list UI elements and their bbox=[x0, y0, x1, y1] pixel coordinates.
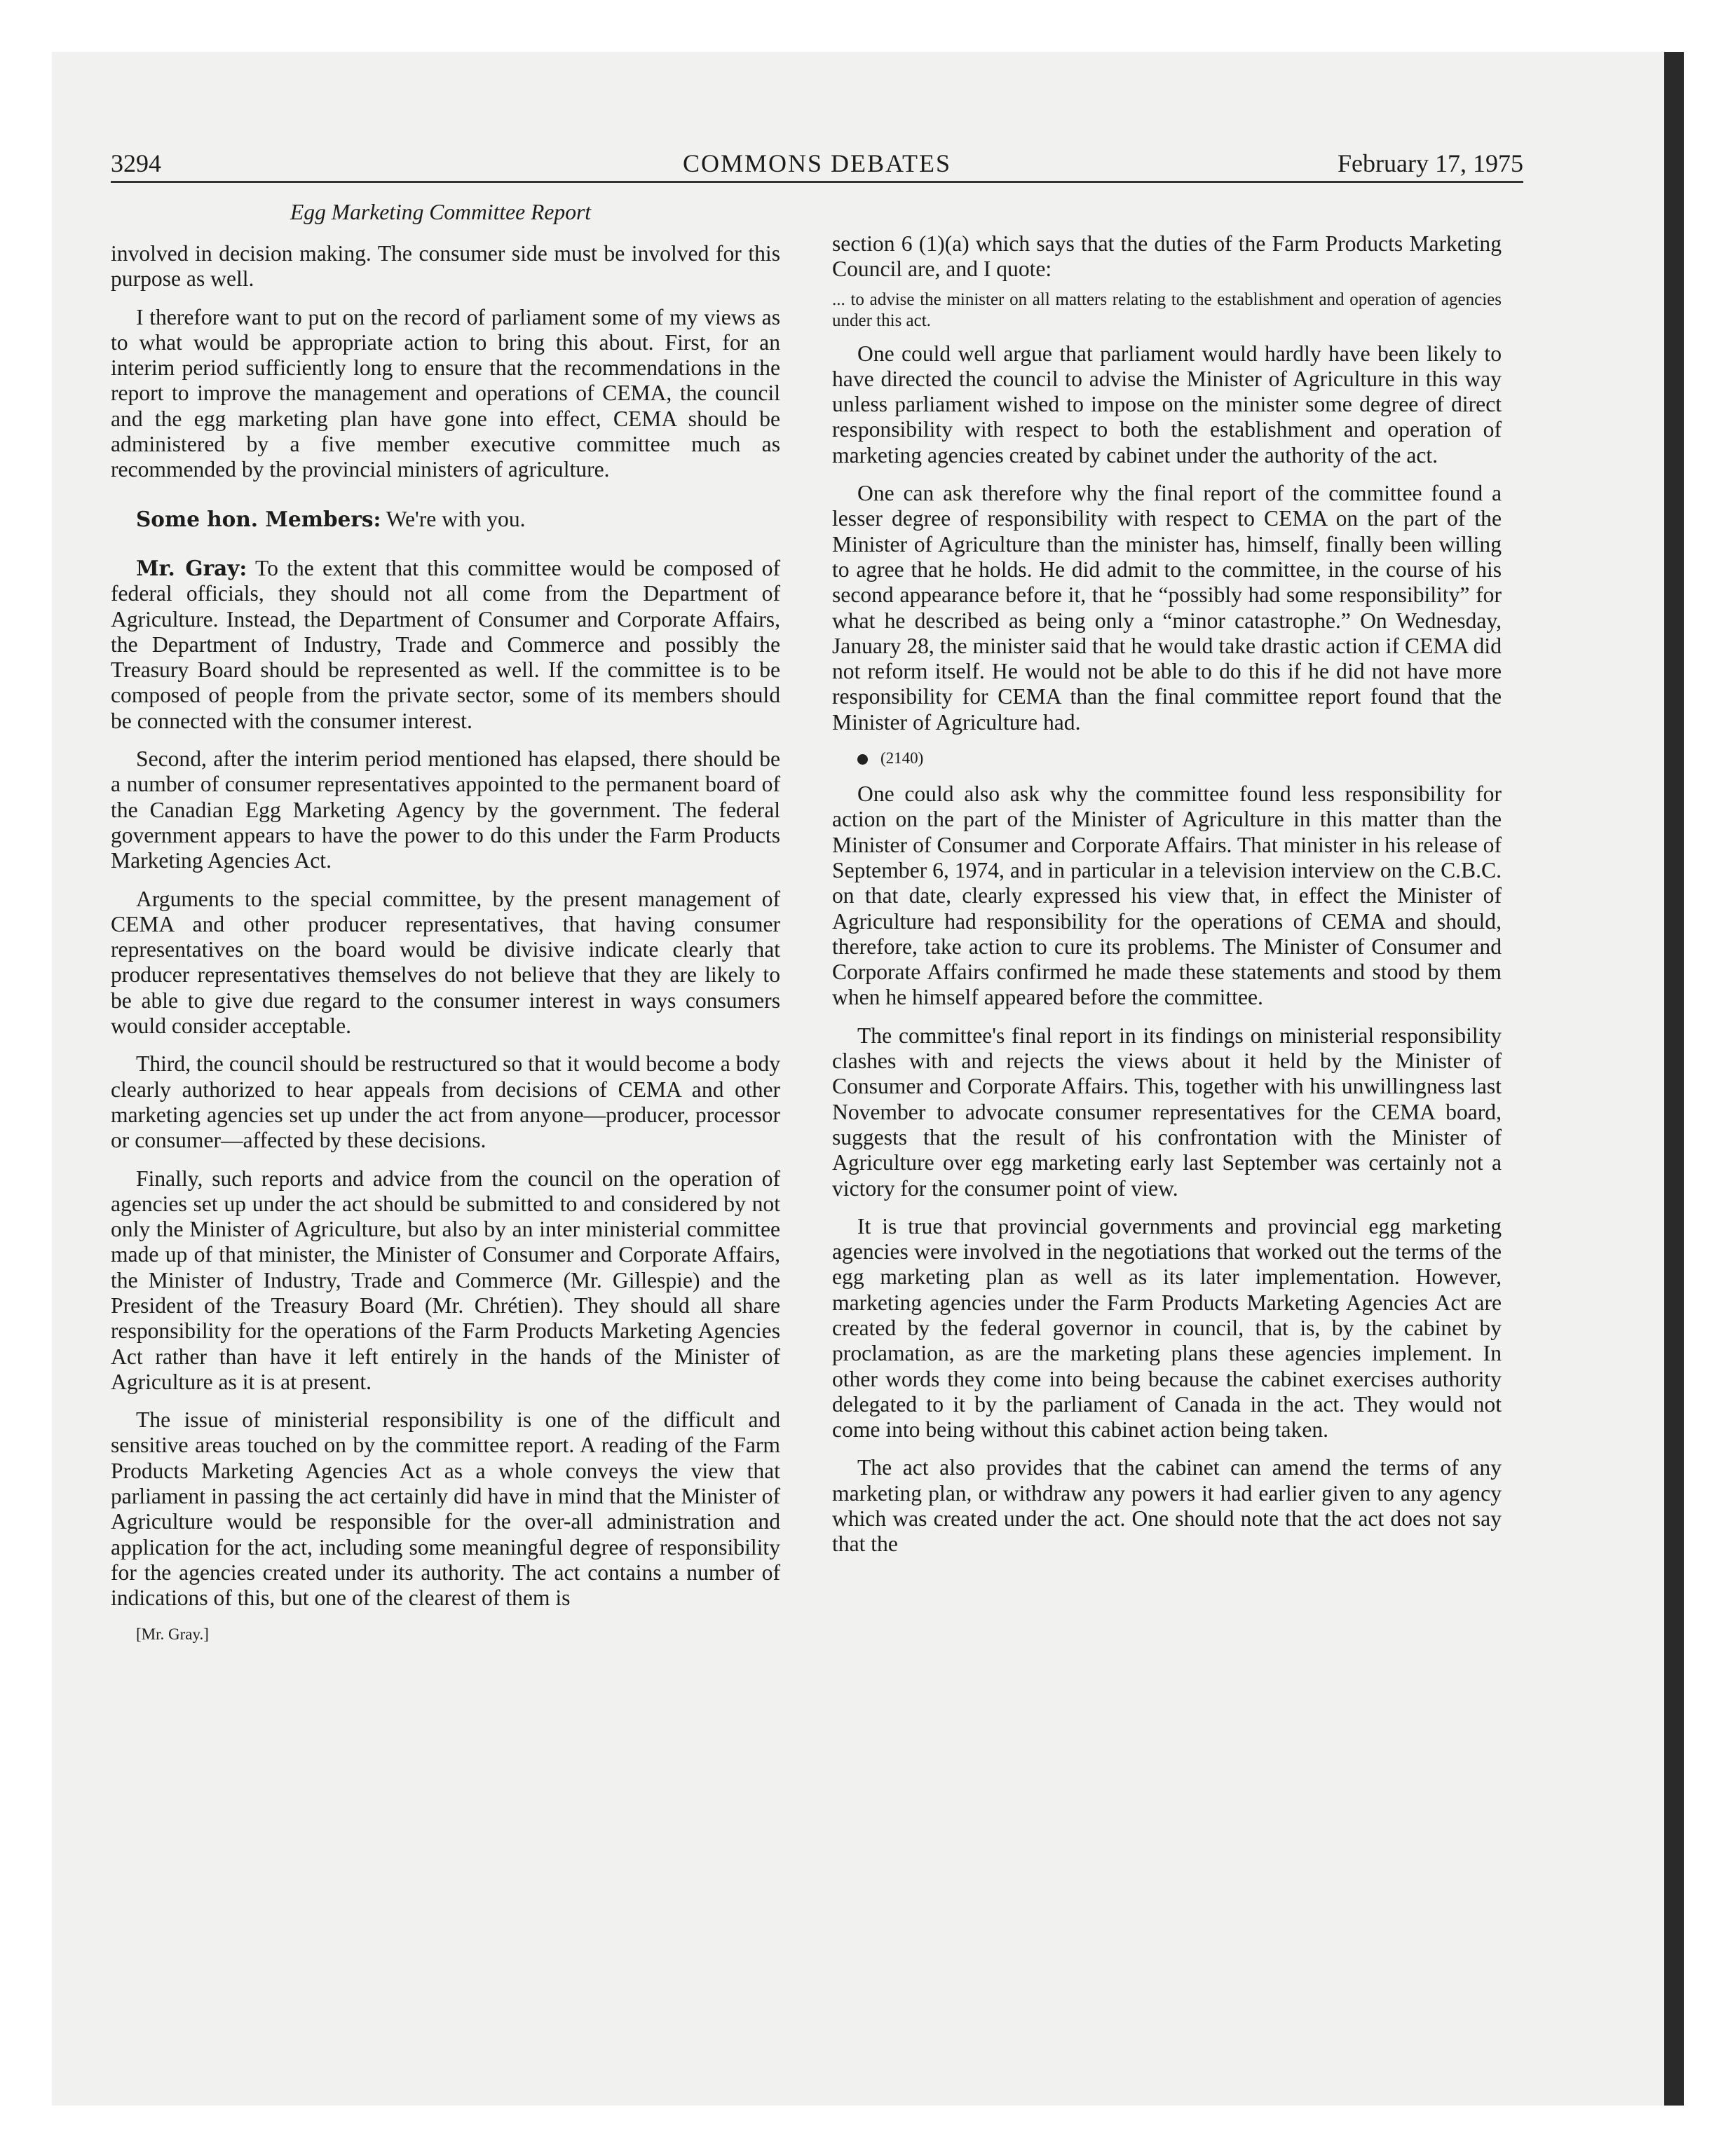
paragraph: One can ask therefore why the final report of the committee found a lesser degree of responsibility with respect to CEMA on the part of the Minister of Agriculture than the minister has, himself, finally been willing to agree that he holds. He did admit to the committee, in the course of his second appearance before it, that he “possibly had some responsibility” for what he described as being only a “minor catastrophe.” On Wednesday, January 28, the minister said that he would take drastic action if CEMA did not reform itself. He would not be able to do this if he did not have more responsibility for CEMA than the final committee report found that the Minister of Agriculture had. bbox=[832, 481, 1502, 735]
speaker-name: Some hon. Members: bbox=[136, 506, 381, 531]
paragraph: section 6 (1)(a) which says that the duties of the Farm Products Marketing Council are, and I quote: bbox=[832, 231, 1502, 282]
issue-date: February 17, 1975 bbox=[1338, 149, 1523, 177]
paragraph: Second, after the interim period mentioned has elapsed, there should be a number of consumer representatives appointed to the permanent board of the Canadian Egg Marketing Agency by the government. The federal government appears to have the power to do this under the Farm Products Marketing Agencies Act. bbox=[111, 746, 780, 873]
paragraph: The issue of ministerial responsibility is one of the difficult and sensitive areas touched on by the committee report. A reading of the Farm Products Marketing Agencies Act as a whole conveys the view that parliament in passing the act certainly did have in mind that the Minister of Agriculture would be responsible for the over-all administration and application for the act, including some meaningful degree of responsibility for the agencies created under its authority. The act contains a number of indications of this, but one of the clearest of them is bbox=[111, 1407, 780, 1611]
paragraph: Third, the council should be restructured so that it would become a body clearly authorized to hear appeals from decisions of CEMA and other marketing agencies set up under the act from anyone—producer, processor or consumer—affected by these decisions. bbox=[111, 1051, 780, 1153]
paragraph: involved in decision making. The consumer side must be involved for this purpose as well. bbox=[111, 241, 780, 292]
paragraph: One could well argue that parliament would hardly have been likely to have directed the council to advise the Minister of Agriculture in this way unless parliament wished to impose on the minister some degree of direct responsibility with respect to both the establishment and operation of marketing agencies created by cabinet under the authority of the act. bbox=[832, 341, 1502, 468]
time-marker bbox=[832, 748, 1502, 769]
paragraph: I therefore want to put on the record of parliament some of my views as to what would be appropriate action to bring this about. First, for an interim period sufficiently long to ensure that the recommendations in the report to improve the management and operations of CEMA, the council and the egg marketing plan have gone into effect, CEMA should be administered by a five member executive committee much as recommended by the provincial ministers of agriculture. bbox=[111, 304, 780, 482]
speaker-paragraph bbox=[111, 556, 780, 734]
speaker-name: Mr. Gray: bbox=[136, 555, 247, 580]
running-head: Egg Marketing Committee Report bbox=[290, 200, 592, 224]
paragraph: Finally, such reports and advice from the council on the operation of agencies set up under the act should be submitted to and considered by not only the Minister of Agriculture, but also by an inter ministerial committee made up of that minister, the Minister of Consumer and Corporate Affairs, the Minister of Industry, Trade and Commerce (Mr. Gillespie) and the President of the Treasury Board (Mr. Chrétien). They should all share responsibility for the operations of the Farm Products Marketing Agencies Act rather than have it left entirely in the hands of the Minister of Agriculture as it is at present. bbox=[111, 1166, 780, 1394]
paragraph: It is true that provincial governments and provincial egg marketing agencies were involved in the negotiations that worked out the terms of the egg marketing plan as well as its later implementation. However, marketing agencies under the Farm Products Marketing Agencies Act are created by the federal governor in council, that is, by the cabinet by proclamation, as are the marketing plans these agencies implement. In other words they come into being because the cabinet exercises authority delegated to it by the parliament of Canada in the act. They would not come into being without this cabinet action being taken. bbox=[832, 1213, 1502, 1442]
paragraph: The committee's final report in its findings on ministerial responsibility clashes with and rejects the views about it held by the Minister of Consumer and Corporate Affairs. This, together with his unwillingness last November to advocate consumer representatives for the CEMA board, suggests that the result of his confrontation with the Minister of Agriculture over egg marketing early last September was certainly not a victory for the consumer point of view. bbox=[832, 1023, 1502, 1201]
paragraph: Arguments to the special committee, by the present management of CEMA and other producer representatives, that having consumer representatives on the board would be divisive indicate clearly that producer representatives themselves do not believe that they are likely to be able to give due regard to the consumer interest in ways consumers would consider acceptable. bbox=[111, 886, 780, 1039]
right-column bbox=[832, 196, 1502, 1557]
journal-title: COMMONS DEBATES bbox=[682, 149, 952, 177]
block-quote: ... to advise the minister on all matters relating to the establishment and operation of agencies under this act. bbox=[832, 289, 1502, 330]
scan-edge-shadow bbox=[1664, 52, 1684, 2106]
header-rule bbox=[111, 181, 1523, 183]
speaker-paragraph bbox=[111, 507, 780, 532]
left-column bbox=[111, 196, 780, 1645]
paragraph: The act also provides that the cabinet can amend the terms of any marketing plan, or withdraw any powers it had earlier given to any agency which was created under the act. One should note that the act does not say that the bbox=[832, 1455, 1502, 1557]
paragraph: One could also ask why the committee found less responsibility for action on the part of the Minister of Agriculture in this matter than the Minister of Consumer and Corporate Affairs. That minister in his release of September 6, 1974, and in particular in a television interview on the C.B.C. on that date, clearly expressed his view that, in effect the Minister of Agriculture had responsibility for the operations of CEMA and should, therefore, take action to cure its problems. The Minister of Consumer and Corporate Affairs confirmed he made these statements and stood by them when he himself appeared before the committee. bbox=[832, 782, 1502, 1010]
speech-text: We're with you. bbox=[381, 506, 526, 531]
page-header bbox=[111, 146, 1523, 181]
time-marker-text: (2140) bbox=[880, 749, 924, 767]
bullet-dot-icon bbox=[857, 754, 868, 765]
page-number: 3294 bbox=[111, 149, 161, 177]
speaker-credit: [Mr. Gray.] bbox=[136, 1625, 209, 1643]
speech-text: To the extent that this committee would be composed of federal officials, they should not all come from the Department of Agriculture. Instead, the Department of Consumer and Corporate Affairs, the Department of Industry, Trade and Commerce and possibly the Treasury Board should be represented as well. If the committee is to be composed of people from the private sector, some of its members should be connected with the consumer interest. bbox=[111, 555, 780, 733]
